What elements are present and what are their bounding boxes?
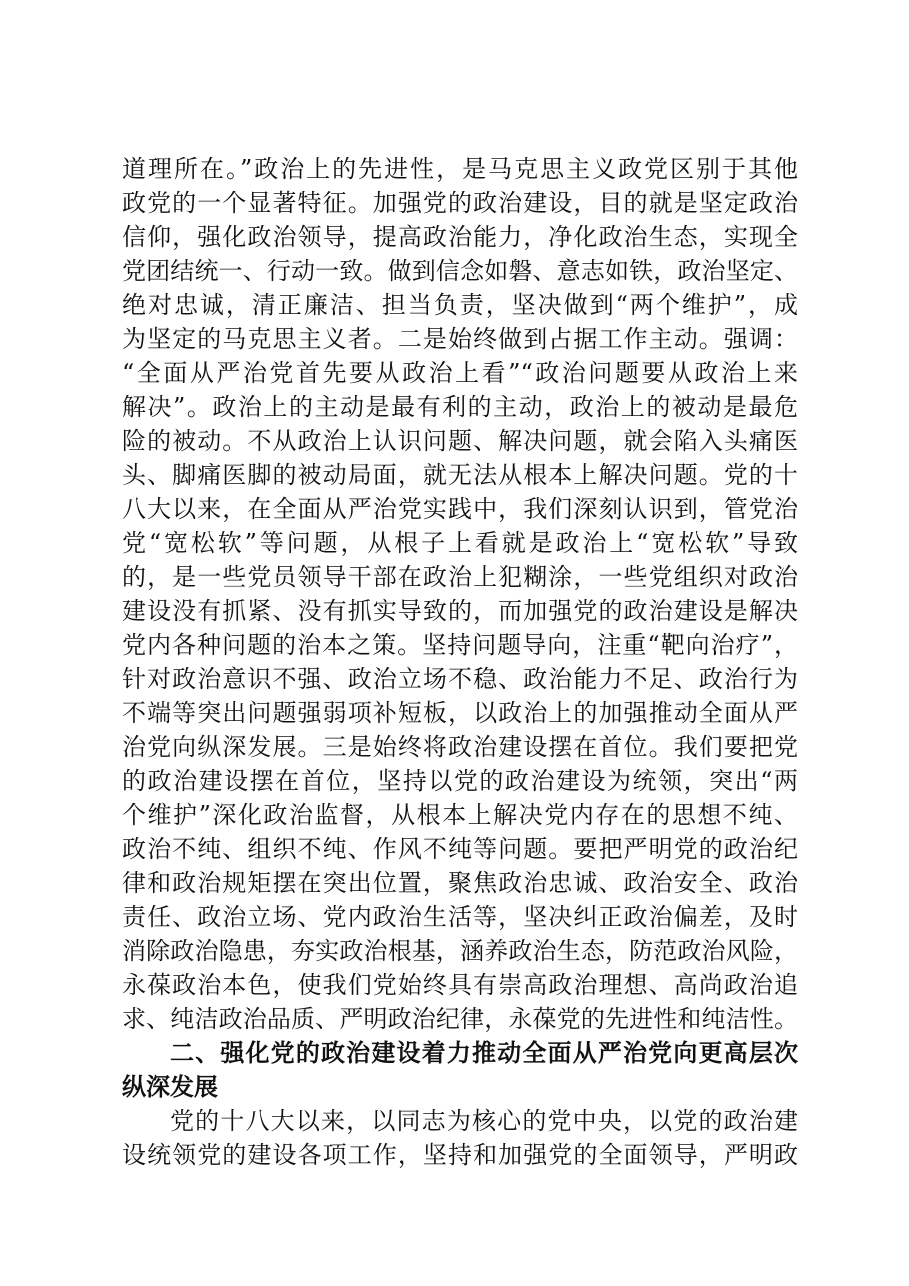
body-line: “全面从严治党首先要从政治上看”“政治问题要从政治上来 — [122, 359, 798, 387]
body-line: 政治不纯、组织不纯、作风不纯等问题。要把严明党的政治纪 — [122, 835, 798, 863]
body-line: 个维护”深化政治监督，从根本上解决党内存在的思想不纯、 — [122, 801, 798, 829]
body-line: 头、脚痛医脚的被动局面，就无法从根本上解决问题。党的十 — [122, 461, 798, 489]
section-heading-continuation: 纵深发展 — [122, 1073, 218, 1101]
paragraph-line: 设统领党的建设各项工作，坚持和加强党的全面领导，严明政 — [122, 1141, 798, 1169]
body-line: 永葆政治本色，使我们党始终具有崇高政治理想、高尚政治追 — [122, 971, 798, 999]
body-line: 的，是一些党员领导干部在政治上犯糊涂，一些党组织对政治 — [122, 563, 798, 591]
body-line: 治党向纵深发展。三是始终将政治建设摆在首位。我们要把党 — [122, 733, 798, 761]
body-line: 消除政治隐患，夯实政治根基，涵养政治生态，防范政治风险， — [122, 937, 798, 965]
body-line: 信仰，强化政治领导，提高政治能力，净化政治生态，实现全 — [122, 223, 798, 251]
body-line: 为坚定的马克思主义者。二是始终做到占据工作主动。强调： — [122, 325, 798, 353]
body-line: 责任、政治立场、党内政治生活等，坚决纠正政治偏差，及时 — [122, 903, 798, 931]
body-line: 道理所在。”政治上的先进性，是马克思主义政党区别于其他 — [122, 155, 798, 183]
body-line: 的政治建设摆在首位，坚持以党的政治建设为统领，突出“两 — [122, 767, 798, 795]
body-line: 党内各种问题的治本之策。坚持问题导向，注重“靶向治疗”， — [122, 631, 798, 659]
body-line: 八大以来，在全面从严治党实践中，我们深刻认识到，管党治 — [122, 495, 798, 523]
body-line: 党“宽松软”等问题，从根子上看就是政治上“宽松软”导致 — [122, 529, 798, 557]
body-line: 解决”。政治上的主动是最有利的主动，政治上的被动是最危 — [122, 393, 798, 421]
body-line: 党团结统一、行动一致。做到信念如磐、意志如铁，政治坚定、 — [122, 257, 798, 285]
section-heading: 二、强化党的政治建设着力推动全面从严治党向更高层次 — [170, 1039, 798, 1067]
paragraph-line: 党的十八大以来，以同志为核心的党中央，以党的政治建 — [170, 1107, 798, 1135]
body-line: 建设没有抓紧、没有抓实导致的，而加强党的政治建设是解决 — [122, 597, 798, 625]
body-line: 不端等突出问题强弱项补短板，以政治上的加强推动全面从严 — [122, 699, 798, 727]
body-line: 政党的一个显著特征。加强党的政治建设，目的就是坚定政治 — [122, 189, 798, 217]
body-line: 针对政治意识不强、政治立场不稳、政治能力不足、政治行为 — [122, 665, 798, 693]
body-line: 求、纯洁政治品质、严明政治纪律，永葆党的先进性和纯洁性。 — [122, 1005, 798, 1033]
body-line: 律和政治规矩摆在突出位置，聚焦政治忠诚、政治安全、政治 — [122, 869, 798, 897]
body-line: 险的被动。不从政治上认识问题、解决问题，就会陷入头痛医 — [122, 427, 798, 455]
body-line: 绝对忠诚，清正廉洁、担当负责，坚决做到“两个维护”，成 — [122, 291, 798, 319]
